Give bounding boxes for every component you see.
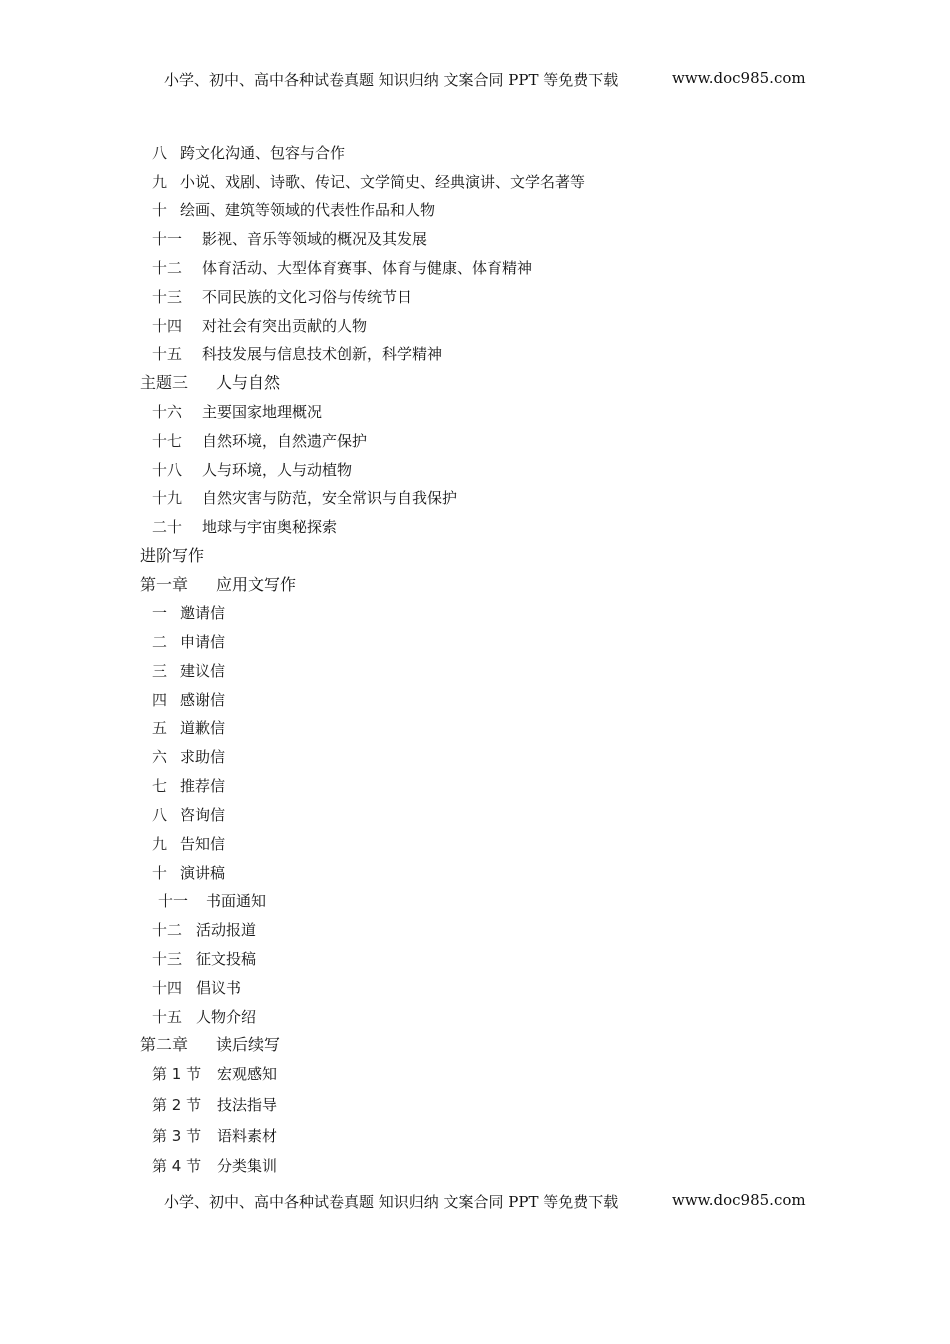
- toc-section-heading: [140, 546, 204, 566]
- toc-entry-number: 十三: [152, 950, 183, 968]
- toc-entry-number: 第 4 节: [152, 1157, 202, 1175]
- toc-entry-number: 第二章: [140, 1035, 189, 1054]
- toc-theme-heading: [140, 373, 280, 393]
- toc-entry: [152, 143, 345, 163]
- toc-entry: [152, 863, 225, 883]
- toc-entry-number: 十八: [152, 461, 183, 479]
- toc-entry-title: 不同民族的文化习俗与传统节日: [202, 288, 413, 306]
- toc-entry-number: 五: [152, 719, 168, 737]
- toc-entry-title: 咨询信: [180, 806, 226, 824]
- toc-entry-title: 感谢信: [180, 691, 226, 709]
- header-url: www.doc985.com: [672, 69, 806, 87]
- toc-entry-number: 二十: [152, 518, 183, 536]
- toc-entry-title: 人物介绍: [196, 1008, 257, 1026]
- toc-entry-number: 第一章: [140, 575, 189, 594]
- toc-entry-title: 推荐信: [180, 777, 226, 795]
- toc-entry: [152, 316, 367, 336]
- toc-entry-title: 人与自然: [216, 373, 281, 392]
- toc-entry-number: 十二: [152, 921, 183, 939]
- toc-entry-number: 八: [152, 806, 168, 824]
- toc-entry-number: 九: [152, 835, 168, 853]
- toc-entry: [152, 920, 256, 940]
- toc-entry-title: 应用文写作: [216, 575, 297, 594]
- toc-entry-number: 三: [152, 662, 168, 680]
- toc-entry: [152, 834, 225, 854]
- toc-entry-title: 邀请信: [180, 604, 226, 622]
- toc-entry-title: 跨文化沟通、包容与合作: [180, 144, 346, 162]
- toc-entry-title: 分类集训: [217, 1157, 278, 1175]
- toc-entry-title: 绘画、建筑等领域的代表性作品和人物: [180, 201, 436, 219]
- toc-entry-number: 第 2 节: [152, 1096, 202, 1114]
- toc-entry-title: 建议信: [180, 662, 226, 680]
- toc-entry-title: 道歉信: [180, 719, 226, 737]
- toc-entry-number: 十七: [152, 432, 183, 450]
- toc-entry-number: 第 3 节: [152, 1127, 202, 1145]
- toc-entry-title: 征文投稿: [196, 950, 257, 968]
- toc-entry: [152, 517, 337, 537]
- toc-entry-number: 六: [152, 748, 168, 766]
- toc-entry-title: 进阶写作: [140, 546, 205, 565]
- toc-entry-number: 十二: [152, 259, 183, 277]
- toc-entry-title: 体育活动、大型体育赛事、体育与健康、体育精神: [202, 259, 533, 277]
- toc-entry-number: 十四: [152, 317, 183, 335]
- toc-entry: [152, 1126, 277, 1146]
- toc-entry: [152, 200, 435, 220]
- toc-entry-number: 主题三: [140, 373, 189, 392]
- toc-entry: [152, 172, 585, 192]
- toc-entry-title: 宏观感知: [217, 1065, 278, 1083]
- toc-entry: [152, 344, 442, 364]
- toc-entry: [152, 431, 367, 451]
- toc-entry-title: 演讲稿: [180, 864, 226, 882]
- toc-entry-number: 十: [152, 201, 168, 219]
- toc-entry-number: 四: [152, 691, 168, 709]
- toc-entry-title: 科技发展与信息技术创新，科学精神: [202, 345, 443, 363]
- toc-entry: [152, 632, 225, 652]
- toc-entry-title: 技法指导: [217, 1096, 278, 1114]
- toc-entry-title: 主要国家地理概况: [202, 403, 323, 421]
- toc-entry: [152, 718, 225, 738]
- toc-entry-number: 十: [152, 864, 168, 882]
- toc-entry: [152, 1007, 256, 1027]
- toc-entry-title: 小说、戏剧、诗歌、传记、文学简史、经典演讲、文学名著等: [180, 173, 586, 191]
- toc-entry-title: 地球与宇宙奥秘探索: [202, 518, 338, 536]
- toc-entry-title: 求助信: [180, 748, 226, 766]
- toc-entry-number: 七: [152, 777, 168, 795]
- toc-entry: [152, 258, 532, 278]
- toc-entry: [152, 949, 256, 969]
- toc-entry-title: 对社会有突出贡献的人物: [202, 317, 368, 335]
- toc-entry-number: 十五: [152, 1008, 183, 1026]
- toc-entry-number: 十六: [152, 403, 183, 421]
- toc-entry-title: 活动报道: [196, 921, 257, 939]
- toc-chapter-heading: [140, 575, 296, 595]
- toc-entry-title: 自然环境，自然遗产保护: [202, 432, 368, 450]
- toc-entry: [152, 1064, 277, 1084]
- toc-entry: [152, 776, 225, 796]
- toc-entry-number: 十一: [158, 892, 189, 910]
- toc-entry-number: 十九: [152, 489, 183, 507]
- toc-entry: [152, 229, 427, 249]
- toc-entry: [152, 402, 322, 422]
- toc-entry: [152, 1156, 277, 1176]
- toc-entry-number: 第 1 节: [152, 1065, 202, 1083]
- toc-entry-title: 自然灾害与防范，安全常识与自我保护: [202, 489, 458, 507]
- toc-entry-title: 人与环境，人与动植物: [202, 461, 353, 479]
- toc-entry: [158, 891, 266, 911]
- toc-entry: [152, 287, 412, 307]
- toc-entry-title: 申请信: [180, 633, 226, 651]
- toc-entry: [152, 978, 241, 998]
- toc-entry-title: 告知信: [180, 835, 226, 853]
- toc-entry: [152, 690, 225, 710]
- toc-entry: [152, 805, 225, 825]
- toc-entry-title: 语料素材: [217, 1127, 278, 1145]
- toc-entry-number: 二: [152, 633, 168, 651]
- toc-entry-number: 九: [152, 173, 168, 191]
- toc-entry-title: 影视、音乐等领域的概况及其发展: [202, 230, 428, 248]
- toc-entry-number: 一: [152, 604, 168, 622]
- toc-entry: [152, 603, 225, 623]
- toc-entry-title: 倡议书: [196, 979, 242, 997]
- toc-entry: [152, 747, 225, 767]
- toc-entry: [152, 1095, 277, 1115]
- footer-url: www.doc985.com: [672, 1191, 806, 1209]
- toc-entry-title: 书面通知: [206, 892, 267, 910]
- toc-entry-title: 读后续写: [216, 1035, 281, 1054]
- toc-entry-number: 十一: [152, 230, 183, 248]
- header-text: 小学、初中、高中各种试卷真题 知识归纳 文案合同 PPT 等免费下载: [164, 71, 619, 89]
- toc-entry-number: 十三: [152, 288, 183, 306]
- toc-chapter-heading: [140, 1035, 280, 1055]
- toc-entry: [152, 488, 457, 508]
- toc-entry: [152, 460, 352, 480]
- toc-entry-number: 八: [152, 144, 168, 162]
- toc-entry-number: 十四: [152, 979, 183, 997]
- toc-entry-number: 十五: [152, 345, 183, 363]
- footer-text: 小学、初中、高中各种试卷真题 知识归纳 文案合同 PPT 等免费下载: [164, 1193, 619, 1211]
- page-footer: [164, 1191, 804, 1212]
- toc-entry: [152, 661, 225, 681]
